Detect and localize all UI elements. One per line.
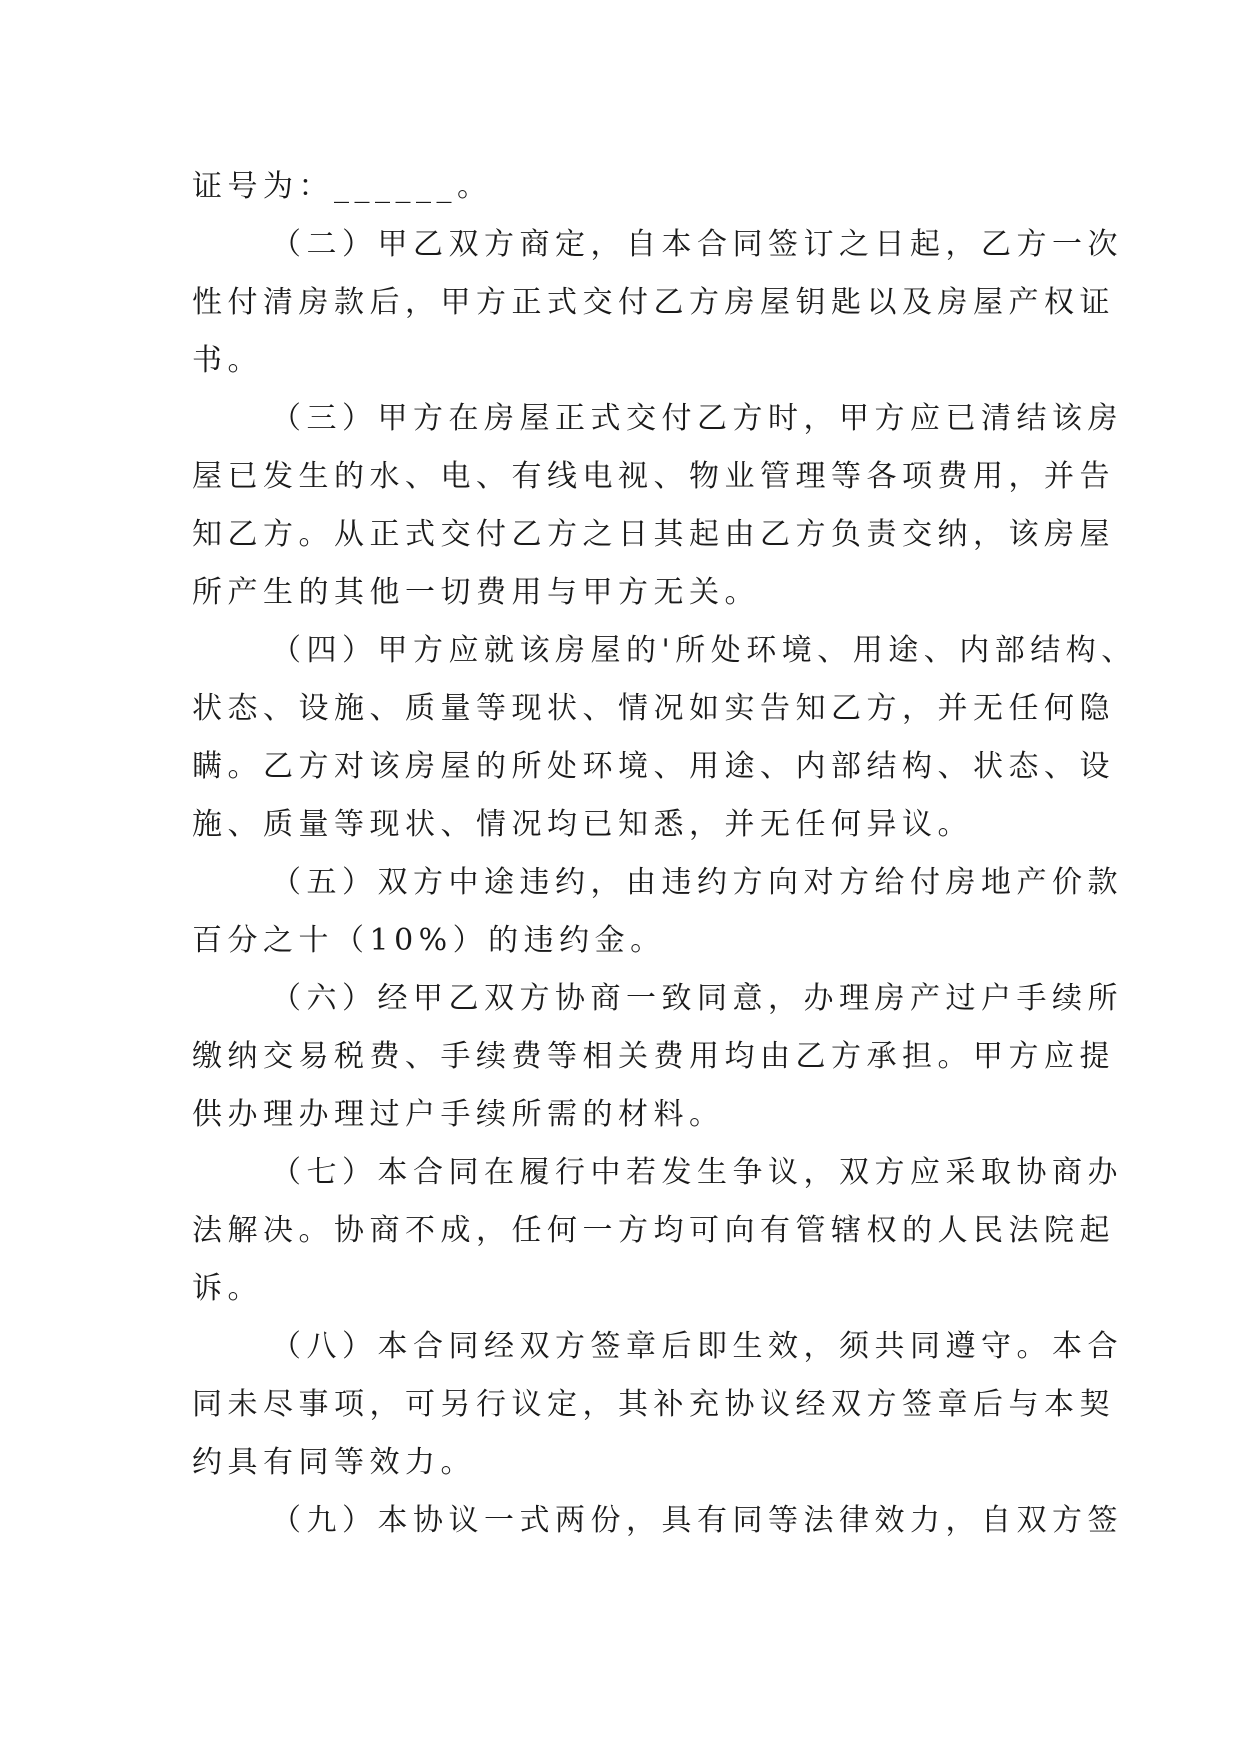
text-line: 约具有同等效力。	[192, 1445, 476, 1480]
text-line: （二）甲乙双方商定，自本合同签订之日起，乙方一次	[271, 227, 1123, 262]
text-line: （六）经甲乙双方协商一致同意，办理房产过户手续所	[271, 981, 1123, 1016]
text-line: 瞒。乙方对该房屋的所处环境、用途、内部结构、状态、设	[192, 749, 1115, 784]
text-line: 书。	[192, 343, 263, 378]
text-line: 供办理办理过户手续所需的材料。	[192, 1097, 725, 1132]
text-line: （三）甲方在房屋正式交付乙方时，甲方应已清结该房	[271, 401, 1123, 436]
text-line: 所产生的其他一切费用与甲方无关。	[192, 575, 760, 610]
text-line: 知乙方。从正式交付乙方之日其起由乙方负责交纳，该房屋	[192, 517, 1115, 552]
text-line: （五）双方中途违约，由违约方向对方给付房地产价款	[271, 865, 1123, 900]
text-line: 状态、设施、质量等现状、情况如实告知乙方，并无任何隐	[192, 691, 1115, 726]
text-line: 法解决。协商不成，任何一方均可向有管辖权的人民法院起	[192, 1213, 1115, 1248]
text-line: 缴纳交易税费、手续费等相关费用均由乙方承担。甲方应提	[192, 1039, 1115, 1074]
text-line: （九）本协议一式两份，具有同等法律效力，自双方签	[271, 1503, 1123, 1538]
text-line: 诉。	[192, 1271, 263, 1306]
text-line: 性付清房款后，甲方正式交付乙方房屋钥匙以及房屋产权证	[192, 285, 1115, 320]
text-line: 施、质量等现状、情况均已知悉，并无任何异议。	[192, 807, 973, 842]
text-line: 百分之十（10%）的违约金。	[192, 923, 666, 958]
text-line: 屋已发生的水、电、有线电视、物业管理等各项费用，并告	[192, 459, 1115, 494]
text-line: （七）本合同在履行中若发生争议，双方应采取协商办	[271, 1155, 1123, 1190]
text-line: （八）本合同经双方签章后即生效，须共同遵守。本合	[271, 1329, 1123, 1364]
text-line: 同未尽事项，可另行议定，其补充协议经双方签章后与本契	[192, 1387, 1115, 1422]
document-body	[192, 158, 1137, 1550]
text-line: 证号为：______。	[192, 169, 493, 204]
text-line: （四）甲方应就该房屋的'所处环境、用途、内部结构、	[271, 633, 1137, 668]
